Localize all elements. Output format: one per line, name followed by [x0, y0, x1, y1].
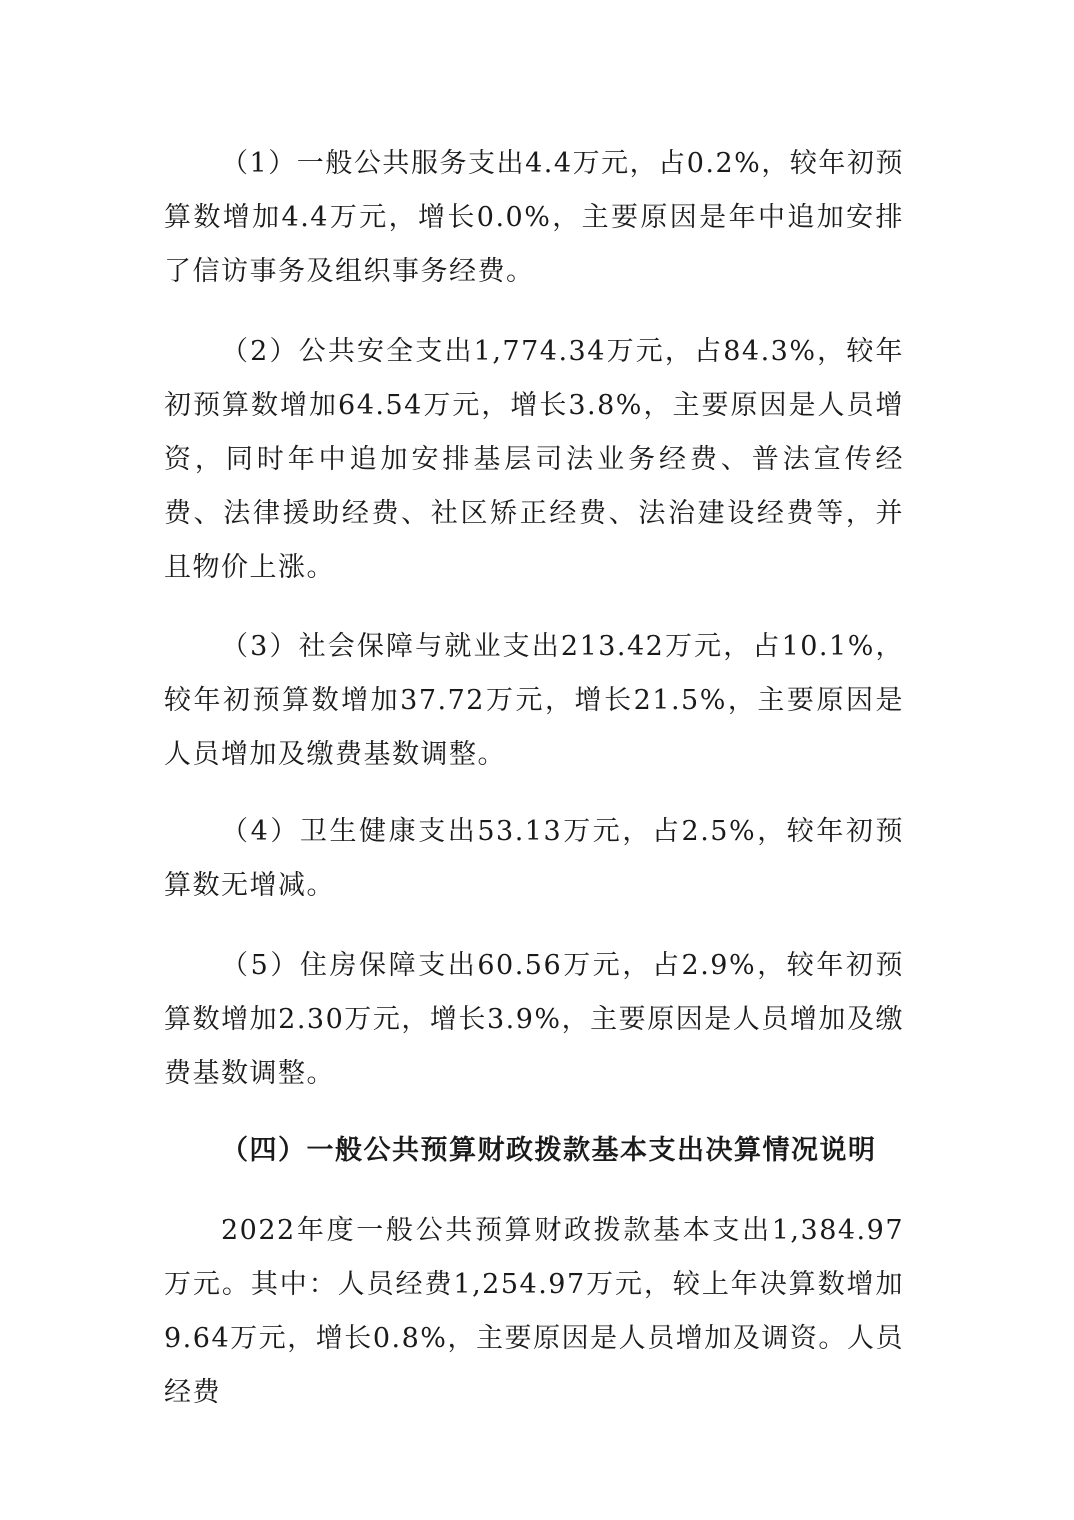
- paragraph-health: （4）卫生健康支出53.13万元，占2.5%，较年初预算数无增减。: [164, 816, 904, 901]
- paragraph-public-security: （2）公共安全支出1,774.34万元，占84.3%，较年初预算数增加64.54万元，增长3.8%，主要原因是人员增资，同时年中追加安排基层司法业务经费、普法宣传经费、法律援助经费、社区矫正经费、法治建设经费等，并且物价上涨。: [164, 336, 904, 583]
- paragraph-basic-expenditure: 2022年度一般公共预算财政拨款基本支出1,384.97万元。其中：人员经费1,254.97万元，较上年决算数增加9.64万元，增长0.8%，主要原因是人员增加及调资。人员经费: [164, 1215, 904, 1408]
- section-heading: （四）一般公共预算财政拨款基本支出决算情况说明: [221, 1135, 877, 1166]
- paragraph-social-security: （3）社会保障与就业支出213.42万元，占10.1%，较年初预算数增加37.72万元，增长21.5%，主要原因是人员增加及缴费基数调整。: [164, 631, 904, 770]
- paragraph-housing: （5）住房保障支出60.56万元，占2.9%，较年初预算数增加2.30万元，增长3.9%，主要原因是人员增加及缴费基数调整。: [164, 950, 904, 1089]
- paragraph-general-public-services: （1）一般公共服务支出4.4万元，占0.2%，较年初预算数增加4.4万元，增长0.0%，主要原因是年中追加安排了信访事务及组织事务经费。: [164, 148, 904, 287]
